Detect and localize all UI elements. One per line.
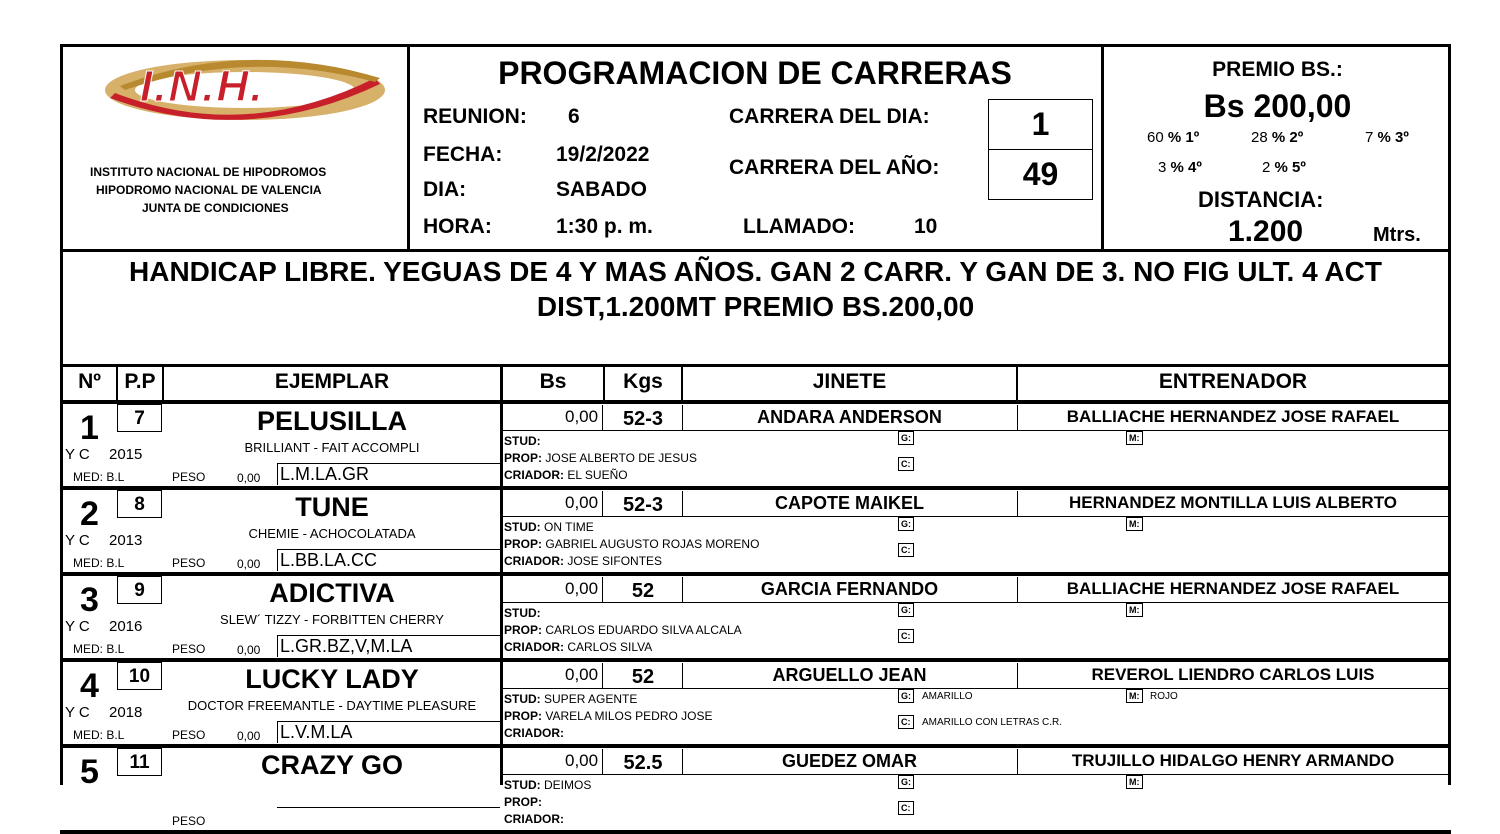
bs-value: 0,00 <box>565 407 599 426</box>
prize-4-num: 3 <box>1158 159 1167 176</box>
criador-value: CARLOS SILVA <box>567 640 653 654</box>
stud-line <box>504 606 541 620</box>
bs-value: 0,00 <box>565 579 599 598</box>
entry-number: 2 <box>80 495 99 533</box>
criador-value: EL SUEÑO <box>567 468 628 482</box>
prop-label: PROP: <box>504 795 543 809</box>
post-position: 7 <box>134 408 145 429</box>
m-box: M: <box>1126 431 1143 445</box>
trainer-name: HERNANDEZ MONTILLA LUIS ALBERTO <box>1068 493 1398 512</box>
birth-year: 2013 <box>109 532 143 549</box>
peso-value: 0,00 <box>237 557 261 571</box>
c-box: C: <box>898 457 914 471</box>
prize-1-label: % 1º <box>1167 129 1200 146</box>
color-code: L.GR.BZ,V,M.LA <box>277 635 500 657</box>
prop-label: PROP: <box>504 451 543 465</box>
stud-label: STUD: <box>504 778 541 792</box>
g-box: G: <box>898 775 914 789</box>
entry-number: 4 <box>80 667 99 705</box>
carrera-dia-value: 1 <box>1031 106 1050 142</box>
stud-value: ON TIME <box>544 520 594 534</box>
medication: MED: B.L <box>73 470 125 484</box>
sex-age: Y C <box>65 618 90 635</box>
reunion-label: REUNION: <box>423 105 527 128</box>
post-position-box <box>117 404 162 432</box>
prop-line <box>504 451 697 465</box>
distance-unit: Mtrs. <box>1373 224 1421 246</box>
c-box: C: <box>898 801 914 815</box>
prop-line <box>504 623 742 637</box>
criador-line <box>504 726 564 740</box>
m-box: M: <box>1126 603 1143 617</box>
prize-3 <box>1365 129 1409 146</box>
criador-label: CRIADOR: <box>504 554 564 568</box>
prop-label: PROP: <box>504 709 543 723</box>
prize-label: PREMIO BS.: <box>1212 58 1343 81</box>
stud-line <box>504 434 541 448</box>
color-code: L.BB.LA.CC <box>277 549 500 571</box>
hora-label: HORA: <box>423 215 492 238</box>
horse-name: TUNE <box>295 492 369 522</box>
cell-divider <box>503 430 1448 431</box>
col-kgs: Kgs <box>623 370 663 393</box>
post-position-box <box>117 576 162 604</box>
reunion-value: 6 <box>568 105 580 128</box>
llamado-value: 10 <box>914 215 938 238</box>
color-code <box>277 807 500 808</box>
carrera-ano-box <box>988 149 1093 200</box>
prize-3-num: 7 <box>1365 129 1374 146</box>
prop-value: JOSE ALBERTO DE JESUS <box>545 451 697 465</box>
horse-name: LUCKY LADY <box>245 664 419 694</box>
m-value: ROJO <box>1150 691 1178 702</box>
llamado-label: LLAMADO: <box>743 215 855 238</box>
pedigree: CHEMIE - ACHOCOLATADA <box>248 526 416 541</box>
carrera-ano-value: 49 <box>1022 156 1059 192</box>
post-position-box <box>117 748 162 776</box>
cell-divider <box>503 516 1448 517</box>
carrera-ano-label: CARRERA DEL AÑO: <box>729 156 940 179</box>
hora-value: 1:30 p. m. <box>556 215 653 238</box>
medication: MED: B.L <box>73 642 125 656</box>
jockey-name: GUEDEZ OMAR <box>782 751 917 771</box>
criador-line <box>504 812 564 826</box>
peso-label: PESO <box>172 556 206 570</box>
horse-name: ADICTIVA <box>269 578 395 608</box>
c-box: C: <box>898 629 914 643</box>
m-box: M: <box>1126 775 1143 789</box>
post-position: 11 <box>129 752 150 773</box>
criador-line <box>504 640 652 654</box>
prop-label: PROP: <box>504 537 543 551</box>
post-position: 10 <box>128 666 151 687</box>
peso-value: 0,00 <box>237 471 261 485</box>
prize-2 <box>1251 129 1303 146</box>
sex-age: Y C <box>65 446 90 463</box>
col-trainer: ENTRENADOR <box>1158 370 1308 393</box>
post-position-box <box>117 662 162 690</box>
prop-value: VARELA MILOS PEDRO JOSE <box>545 709 713 723</box>
c-box: C: <box>898 715 914 729</box>
prize-2-num: 28 <box>1251 129 1268 146</box>
cell-divider <box>503 688 1448 689</box>
institute-line3: JUNTA DE CONDICIONES <box>142 201 289 215</box>
col-pp: P.P <box>124 370 156 393</box>
bs-value: 0,00 <box>565 493 599 512</box>
row-divider <box>60 744 1451 748</box>
entry-number: 3 <box>80 581 99 619</box>
logo-text: I.N.H. <box>140 62 265 111</box>
row-divider <box>60 572 1451 576</box>
distance-value: 1.200 <box>1228 215 1304 248</box>
distance-label: DISTANCIA: <box>1198 187 1324 212</box>
institute-line2: HIPODROMO NACIONAL DE VALENCIA <box>96 183 322 197</box>
pedigree: BRILLIANT - FAIT ACCOMPLI <box>244 440 420 455</box>
stud-label: STUD: <box>504 692 541 706</box>
divider <box>60 364 1451 367</box>
prop-value: GABRIEL AUGUSTO ROJAS MORENO <box>545 537 760 551</box>
col-jockey: JINETE <box>812 370 887 393</box>
carrera-dia-box <box>988 99 1093 150</box>
prize-amount: Bs 200,00 <box>1203 88 1352 124</box>
birth-year: 2015 <box>109 446 143 463</box>
stud-line <box>504 520 594 534</box>
conditions-line2: DIST,1.200MT PREMIO BS.200,00 <box>536 291 975 322</box>
g-box: G: <box>898 517 914 531</box>
g-box: G: <box>898 603 914 617</box>
trainer-name: BALLIACHE HERNANDEZ JOSE RAFAEL <box>1066 407 1400 426</box>
divider <box>60 400 1451 404</box>
inh-logo <box>95 48 395 128</box>
kgs-value: 52.5 <box>623 752 663 774</box>
dia-label: DIA: <box>423 178 467 201</box>
medication: MED: B.L <box>73 728 125 742</box>
peso-value: 0,00 <box>237 729 261 743</box>
kgs-value: 52-3 <box>622 494 664 516</box>
jockey-name: ANDARA ANDERSON <box>757 407 942 427</box>
g-value: AMARILLO <box>922 691 973 702</box>
stud-label: STUD: <box>504 606 541 620</box>
birth-year: 2016 <box>109 618 143 635</box>
stud-label: STUD: <box>504 520 541 534</box>
stud-line <box>504 692 637 706</box>
post-position: 9 <box>134 580 145 601</box>
peso-label: PESO <box>172 728 206 742</box>
conditions-line1: HANDICAP LIBRE. YEGUAS DE 4 Y MAS AÑOS. GAN 2 CARR. Y GAN DE 3. NO FIG ULT. 4 ACT <box>129 256 1382 287</box>
trainer-name: REVEROL LIENDRO CARLOS LUIS <box>1091 665 1375 684</box>
horse-name: PELUSILLA <box>256 406 407 436</box>
bs-value: 0,00 <box>565 665 599 684</box>
post-position: 8 <box>134 494 145 515</box>
trainer-name: TRUJILLO HIDALGO HENRY ARMANDO <box>1071 751 1395 770</box>
kgs-value: 52 <box>631 580 655 602</box>
color-code: L.V.M.LA <box>277 721 500 743</box>
sex-age: Y C <box>65 704 90 721</box>
bs-value: 0,00 <box>565 751 599 770</box>
prize-1-num: 60 <box>1147 129 1164 146</box>
trainer-name: BALLIACHE HERNANDEZ JOSE RAFAEL <box>1066 579 1400 598</box>
prize-5-label: % 5º <box>1274 159 1306 176</box>
carrera-dia-label: CARRERA DEL DIA: <box>729 105 930 128</box>
jockey-name: ARGUELLO JEAN <box>772 665 927 685</box>
entry-number: 1 <box>80 409 99 447</box>
program-title: PROGRAMACION DE CARRERAS <box>498 55 1012 91</box>
dia-value: SABADO <box>556 178 648 201</box>
color-code: L.M.LA.GR <box>277 463 500 485</box>
entry-number: 5 <box>80 753 99 791</box>
jockey-name: GARCIA FERNANDO <box>760 579 939 599</box>
stud-value: SUPER AGENTE <box>544 692 638 706</box>
m-box: M: <box>1126 689 1143 703</box>
stud-label: STUD: <box>504 434 541 448</box>
prop-line <box>504 709 713 723</box>
prize-5-num: 2 <box>1262 159 1271 176</box>
divider <box>60 249 1451 252</box>
row-divider <box>60 658 1451 662</box>
criador-value: JOSE SIFONTES <box>567 554 663 568</box>
peso-label: PESO <box>172 814 206 828</box>
col-horse: EJEMPLAR <box>274 370 390 393</box>
prize-5 <box>1262 159 1306 176</box>
g-box: G: <box>898 431 914 445</box>
institute-line1: INSTITUTO NACIONAL DE HIPODROMOS <box>90 165 327 179</box>
prop-line <box>504 537 759 551</box>
pedigree: DOCTOR FREEMANTLE - DAYTIME PLEASURE <box>187 698 477 713</box>
criador-line <box>504 468 628 482</box>
criador-label: CRIADOR: <box>504 468 564 482</box>
c-box: C: <box>898 543 914 557</box>
kgs-value: 52-3 <box>622 408 664 430</box>
col-bs: Bs <box>539 370 567 393</box>
col-num: Nº <box>78 370 101 393</box>
criador-line <box>504 554 662 568</box>
jockey-name: CAPOTE MAIKEL <box>774 493 924 513</box>
stud-line <box>504 778 591 792</box>
c-value: AMARILLO CON LETRAS C.R. <box>922 717 1063 728</box>
kgs-value: 52 <box>631 666 655 688</box>
m-box: M: <box>1126 517 1143 531</box>
row-divider <box>60 830 1451 834</box>
prop-label: PROP: <box>504 623 543 637</box>
criador-label: CRIADOR: <box>504 726 564 740</box>
horse-name: CRAZY GO <box>260 750 403 780</box>
stud-value: DEIMOS <box>544 778 592 792</box>
fecha-label: FECHA: <box>423 143 503 166</box>
medication: MED: B.L <box>73 556 125 570</box>
peso-label: PESO <box>172 470 206 484</box>
prize-4-label: % 4º <box>1170 159 1202 176</box>
cell-divider <box>503 774 1448 775</box>
criador-label: CRIADOR: <box>504 640 564 654</box>
peso-value: 0,00 <box>237 643 261 657</box>
post-position-box <box>117 490 162 518</box>
sex-age: Y C <box>65 532 90 549</box>
prize-1 <box>1147 129 1199 146</box>
criador-label: CRIADOR: <box>504 812 564 826</box>
row-divider <box>60 486 1451 490</box>
prize-4 <box>1158 159 1202 176</box>
fecha-value: 19/2/2022 <box>556 143 650 166</box>
birth-year: 2018 <box>109 704 143 721</box>
prize-2-label: % 2º <box>1271 129 1304 146</box>
prop-value: CARLOS EDUARDO SILVA ALCALA <box>545 623 742 637</box>
prize-3-label: % 3º <box>1377 129 1409 146</box>
g-box: G: <box>898 689 914 703</box>
cell-divider <box>503 602 1448 603</box>
pedigree: SLEW´ TIZZY - FORBITTEN CHERRY <box>220 612 444 627</box>
peso-label: PESO <box>172 642 206 656</box>
prop-line <box>504 795 542 809</box>
